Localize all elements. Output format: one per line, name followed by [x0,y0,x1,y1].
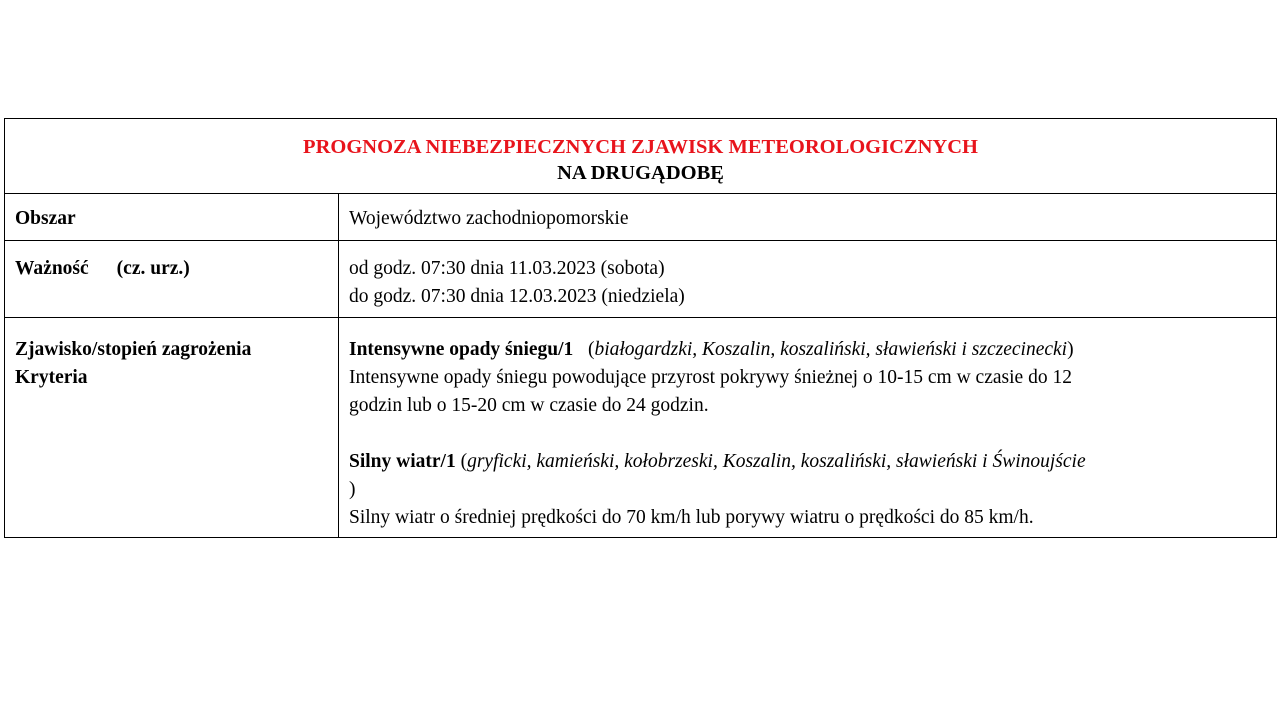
warning-snow-counties: białogardzki, Koszalin, koszaliński, sławieński i szczecinecki [594,339,1068,360]
phenomenon-label-cell [5,318,339,538]
warning-snow-criteria-2: godzin lub o 15-20 cm w czasie do 24 godzin. [349,395,709,416]
title-row [5,119,1277,194]
phenomenon-label: Zjawisko/stopień zagrożenia [15,339,252,360]
warning-wind-counties: gryficki, kamieński, kołobrzeski, Koszalin, koszaliński, sławieński i Świnoujście [467,451,1086,472]
warning-wind-name: Silny wiatr/1 [349,451,456,472]
validity-from: od godz. 07:30 dnia 11.03.2023 (sobota) [349,258,665,279]
validity-label-cell [5,241,339,318]
area-value: Województwo zachodniopomorskie [339,194,1277,241]
validity-label-note: (cz. urz.) [116,258,190,279]
area-label: Obszar [5,194,339,241]
validity-value-cell [339,241,1277,318]
spacer [349,420,1266,448]
validity-to: do godz. 07:30 dnia 12.03.2023 (niedziela) [349,286,685,307]
phenomenon-value-cell [339,318,1277,538]
document-subtitle: NA DRUGĄDOBĘ [557,162,724,184]
area-row [5,194,1277,241]
warning-wind-heading: Silny wiatr/1 (gryficki, kamieński, kołobrzeski, Koszalin, koszaliński, sławieński i Świnoujście ) [349,451,1086,500]
phenomenon-row [5,318,1277,538]
validity-row [5,241,1277,318]
warning-wind-criteria-1: Silny wiatr o średniej prędkości do 70 km/h lub porywy wiatru o prędkości do 85 km/h. [349,507,1034,528]
warning-snow-name: Intensywne opady śniegu/1 [349,339,574,360]
document-title: PROGNOZA NIEBEZPIECZNYCH ZJAWISK METEOROLOGICZNYCH [303,136,978,158]
warning-table [4,118,1277,538]
warning-snow-heading: Intensywne opady śniegu/1 (białogardzki, Koszalin, koszaliński, sławieński i szczecinecki) [349,339,1074,360]
validity-label: Ważność [15,258,89,279]
criteria-label: Kryteria [15,367,88,388]
title-cell [5,119,1277,194]
warning-snow-criteria-1: Intensywne opady śniegu powodujące przyrost pokrywy śnieżnej o 10-15 cm w czasie do 12 [349,367,1072,388]
